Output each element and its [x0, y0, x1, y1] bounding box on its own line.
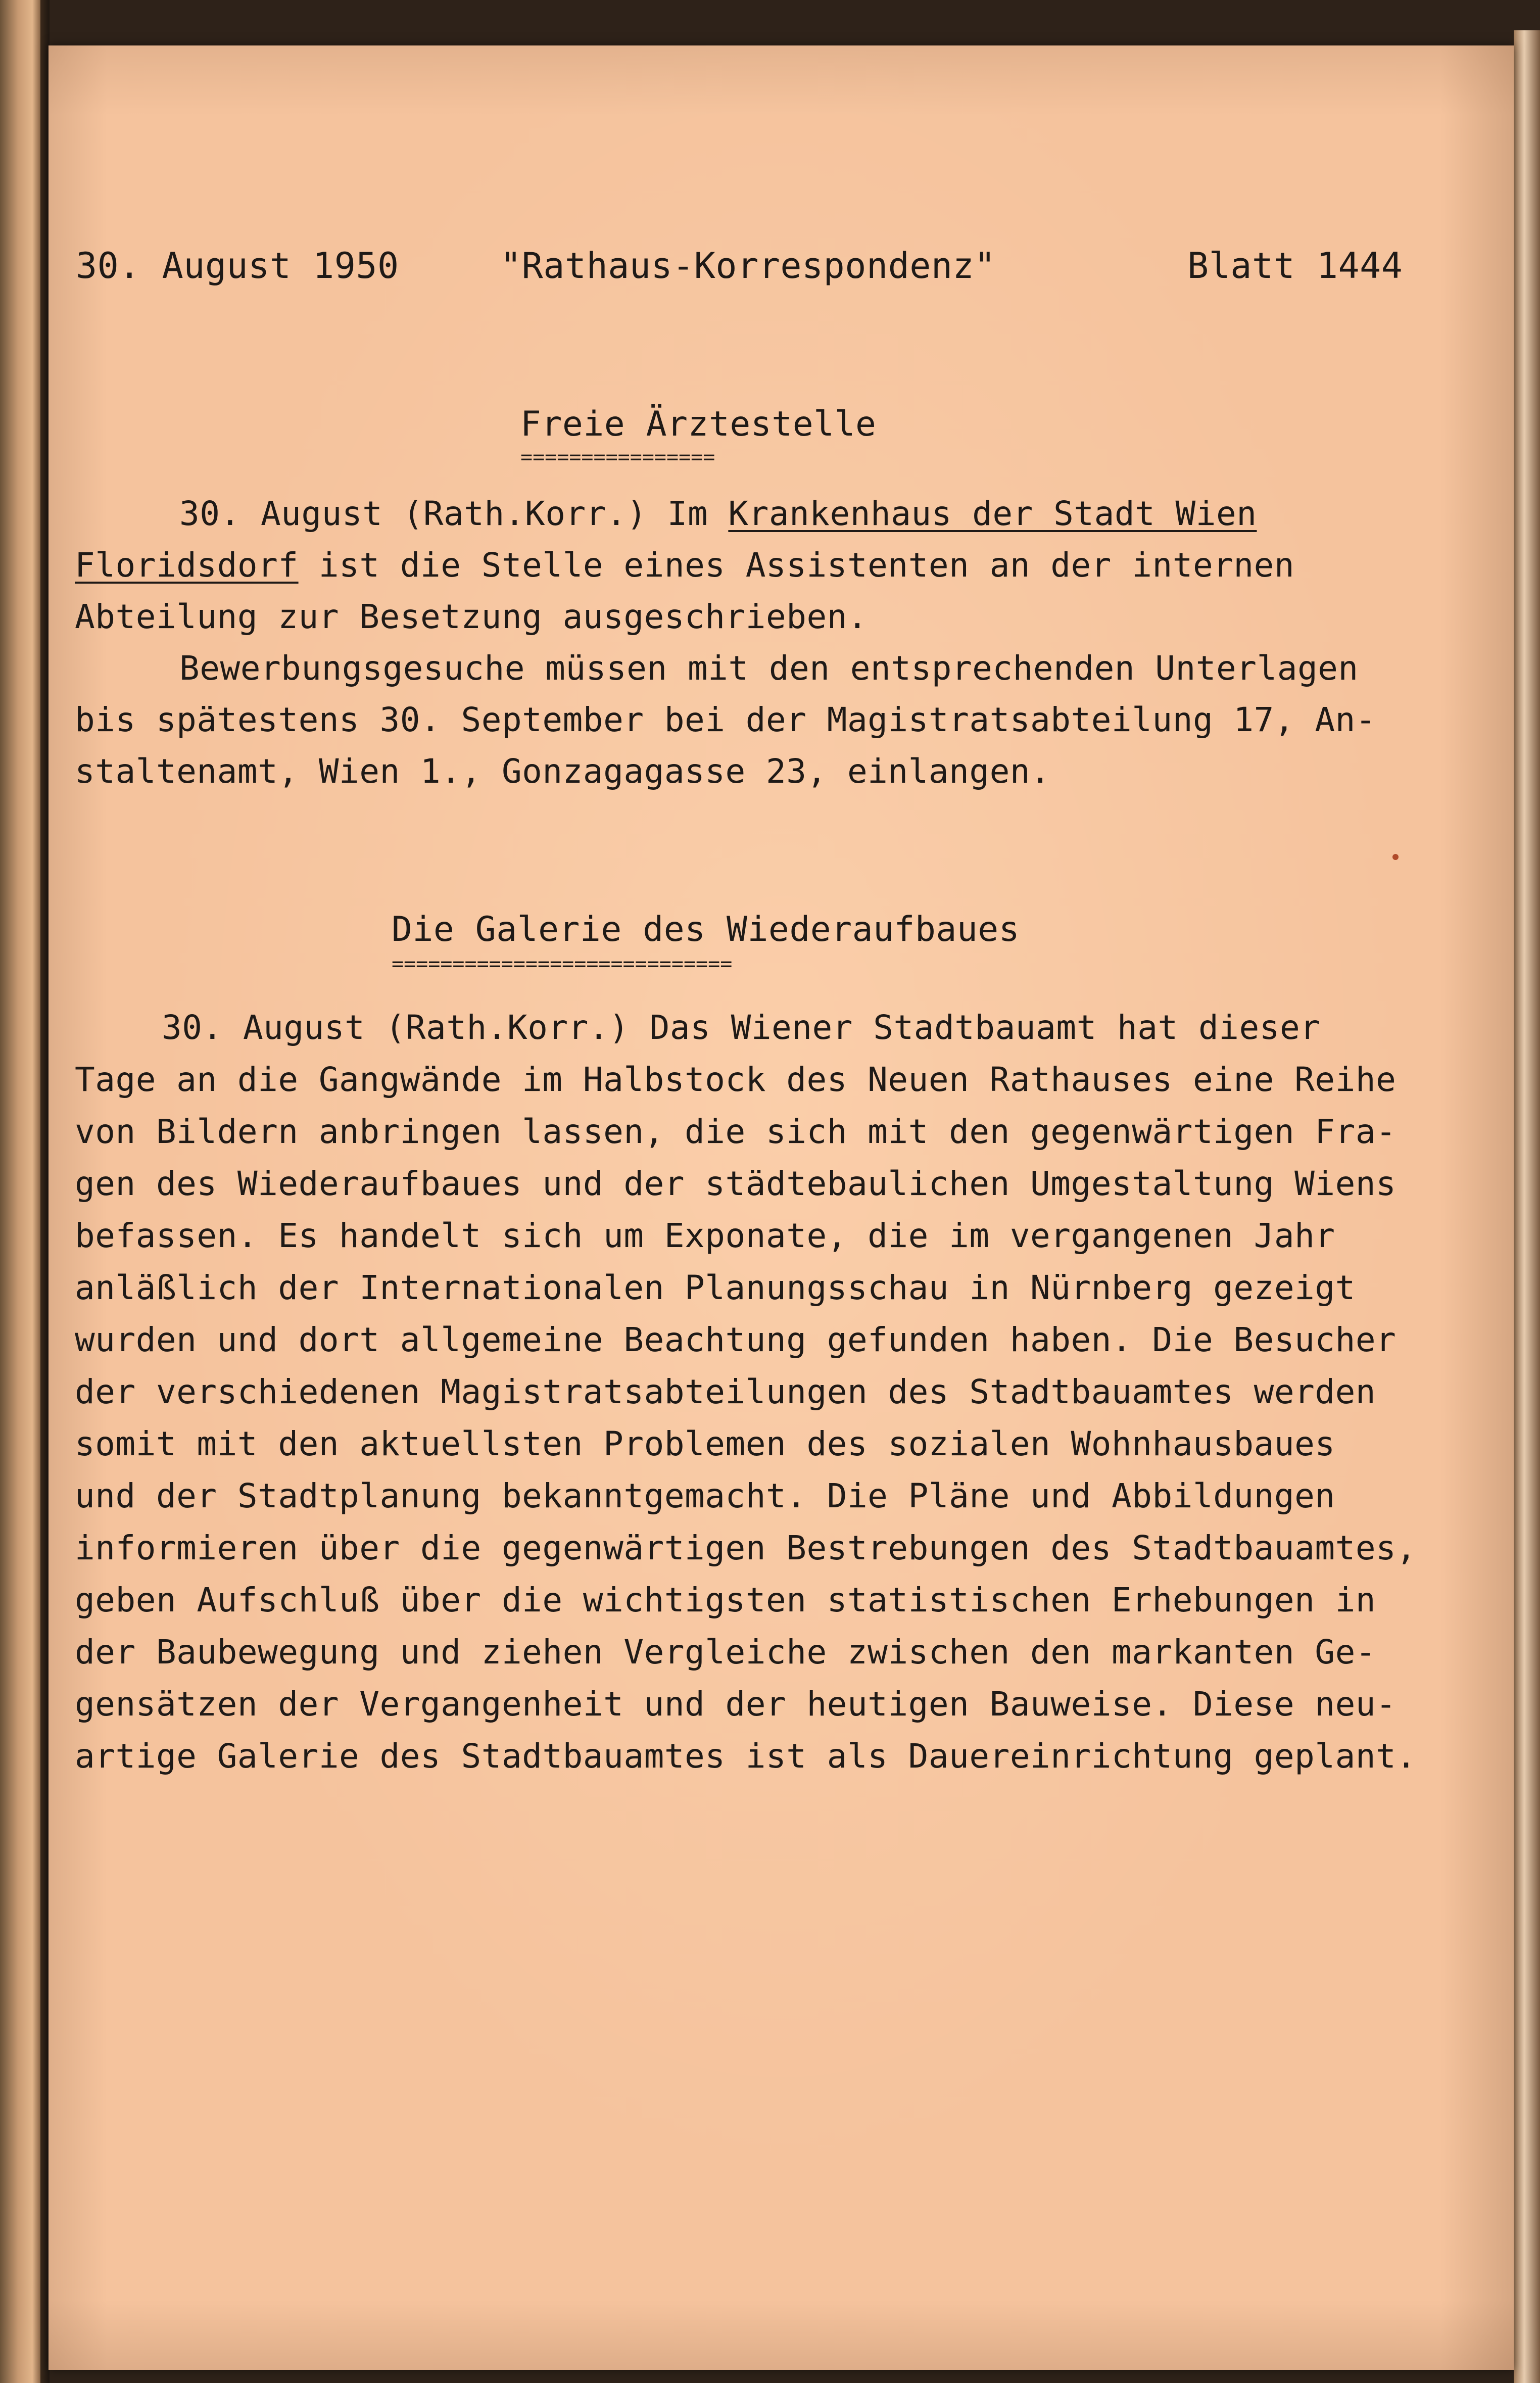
article1-line-1: [179, 494, 1257, 533]
article2-line-12: geben Aufschluß über die wichtigsten statistischen Erhebungen in: [75, 1581, 1376, 1619]
article1-title: Freie Ärztestelle: [520, 404, 877, 444]
header-source: "Rathaus-Korrespondenz": [500, 245, 996, 287]
article2-line-14: gensätzen der Vergangenheit und der heutigen Bauweise. Diese neu-: [75, 1685, 1397, 1724]
article2-line-11: informieren über die gegenwärtigen Bestrebungen des Stadtbauamtes,: [75, 1529, 1417, 1567]
article1-title-rule: ================: [520, 446, 715, 469]
header-sheet-number: Blatt 1444: [1187, 245, 1403, 287]
article1-line-2: [75, 546, 1294, 585]
page-edge-right: [1514, 30, 1540, 2383]
header-date: 30. August 1950: [76, 245, 399, 287]
article2-line-10: und der Stadtplanung bekanntgemacht. Die Pläne und Abbildungen: [75, 1476, 1335, 1515]
article2-line-6: anläßlich der Internationalen Planungsschau in Nürnberg gezeigt: [75, 1268, 1356, 1307]
article1-line-2-text: ist die Stelle eines Assistenten an der internen: [298, 546, 1295, 585]
paper-stain: [1392, 854, 1399, 860]
article1-district-underlined: Floridsdorf: [75, 546, 299, 585]
article1-line-1-text: 30. August (Rath.Korr.) Im: [179, 494, 729, 533]
article1-line-5: bis spätestens 30. September bei der Magistratsabteilung 17, An-: [75, 700, 1376, 739]
document-paper: [49, 45, 1514, 2370]
article2-line-15: artige Galerie des Stadtbauamtes ist als Dauereinrichtung geplant.: [75, 1737, 1417, 1776]
article2-line-13: der Baubewegung und ziehen Vergleiche zwischen den markanten Ge-: [75, 1633, 1376, 1672]
article2-line-5: befassen. Es handelt sich um Exponate, die im vergangenen Jahr: [75, 1216, 1335, 1255]
article2-title: Die Galerie des Wiederaufbaues: [392, 910, 1020, 949]
adjacent-page-edge: [0, 0, 40, 2383]
article1-line-4: Bewerbungsgesuche müssen mit den entsprechenden Unterlagen: [179, 649, 1359, 688]
article1-hospital-underlined: Krankenhaus der Stadt Wien: [728, 494, 1257, 533]
article2-line-7: wurden und dort allgemeine Beachtung gefunden haben. Die Besucher: [75, 1320, 1397, 1359]
article2-line-2: Tage an die Gangwände im Halbstock des Neuen Rathauses eine Reihe: [75, 1060, 1397, 1099]
article2-title-rule: ============================: [392, 952, 733, 976]
article2-line-9: somit mit den aktuellsten Problemen des sozialen Wohnhausbaues: [75, 1424, 1335, 1463]
article2-line-3: von Bildern anbringen lassen, die sich mit den gegenwärtigen Fra-: [75, 1112, 1397, 1151]
article1-line-3: Abteilung zur Besetzung ausgeschrieben.: [75, 597, 868, 636]
article2-line-8: der verschiedenen Magistratsabteilungen des Stadtbauamtes werden: [75, 1372, 1376, 1411]
article2-line-1: 30. August (Rath.Korr.) Das Wiener Stadtbauamt hat dieser: [162, 1008, 1321, 1047]
article2-line-4: gen des Wiederaufbaues und der städtebaulichen Umgestaltung Wiens: [75, 1164, 1397, 1203]
article1-line-6: staltenamt, Wien 1., Gonzagagasse 23, einlangen.: [75, 752, 1051, 791]
